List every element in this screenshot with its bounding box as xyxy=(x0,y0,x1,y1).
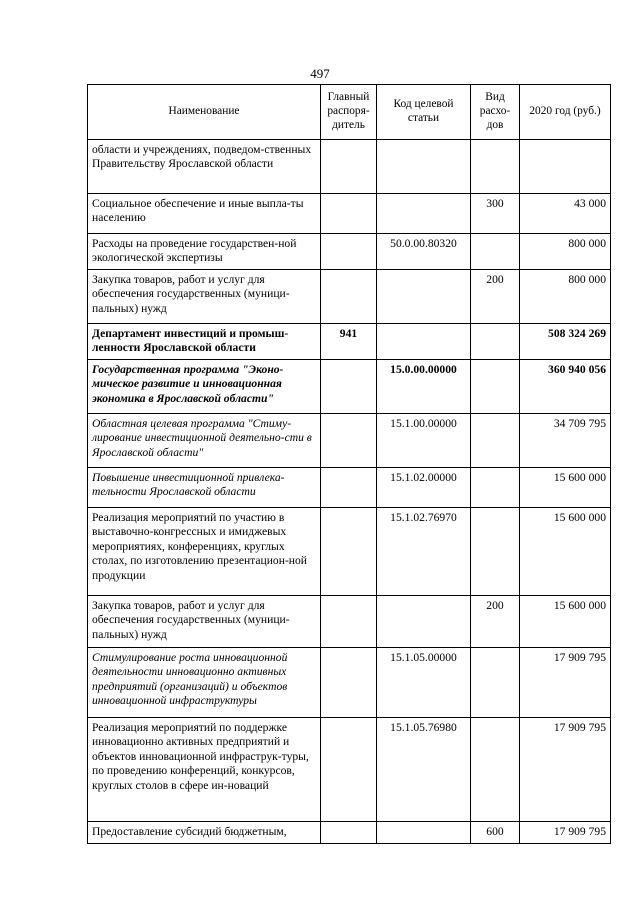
table-row xyxy=(88,648,611,718)
page-number: 497 xyxy=(310,66,330,81)
cell-code: 50.0.00.80320 xyxy=(377,234,471,270)
table-row xyxy=(88,234,611,270)
cell-kind xyxy=(471,718,520,822)
table-row xyxy=(88,324,611,360)
cell-kind xyxy=(471,324,520,360)
table-row xyxy=(88,194,611,234)
cell-code: 15.1.00.00000 xyxy=(377,414,471,468)
table-row xyxy=(88,270,611,324)
header-admin: Главный распоря-дитель xyxy=(321,85,377,140)
table-body xyxy=(88,140,611,844)
header-amount: 2020 год (руб.) xyxy=(520,85,611,140)
cell-name: Департамент инвестиций и промыш-ленности Ярославской области xyxy=(88,324,321,360)
cell-kind: 200 xyxy=(471,596,520,648)
cell-admin xyxy=(321,360,377,414)
cell-admin xyxy=(321,414,377,468)
cell-amount xyxy=(520,140,611,194)
cell-admin xyxy=(321,468,377,508)
table-row xyxy=(88,414,611,468)
cell-kind xyxy=(471,234,520,270)
cell-kind: 200 xyxy=(471,270,520,324)
cell-kind xyxy=(471,468,520,508)
table-row xyxy=(88,596,611,648)
cell-name: Государственная программа "Эконо-мическое развитие и инновационная экономика в Ярославской области" xyxy=(88,360,321,414)
cell-kind xyxy=(471,508,520,596)
cell-amount: 800 000 xyxy=(520,270,611,324)
cell-admin xyxy=(321,140,377,194)
table-row xyxy=(88,360,611,414)
cell-code xyxy=(377,324,471,360)
cell-amount: 15 600 000 xyxy=(520,468,611,508)
cell-amount: 800 000 xyxy=(520,234,611,270)
table-row xyxy=(88,140,611,194)
cell-name: Стимулирование роста инновационной деятельности инновационно активных предприятий (организаций) и объектов инновационной инфраструктуры xyxy=(88,648,321,718)
cell-amount: 17 909 795 xyxy=(520,718,611,822)
cell-kind xyxy=(471,414,520,468)
cell-kind: 600 xyxy=(471,822,520,844)
cell-code xyxy=(377,596,471,648)
cell-name: Закупка товаров, работ и услуг для обеспечения государственных (муници-пальных) нужд xyxy=(88,270,321,324)
cell-amount: 15 600 000 xyxy=(520,508,611,596)
cell-amount: 508 324 269 xyxy=(520,324,611,360)
table-row xyxy=(88,822,611,844)
cell-name: Повышение инвестиционной привлека-тельности Ярославской области xyxy=(88,468,321,508)
cell-code: 15.1.05.76980 xyxy=(377,718,471,822)
cell-amount: 17 909 795 xyxy=(520,648,611,718)
cell-code xyxy=(377,822,471,844)
cell-amount: 17 909 795 xyxy=(520,822,611,844)
cell-admin xyxy=(321,508,377,596)
cell-name: Расходы на проведение государствен-ной экологической экспертизы xyxy=(88,234,321,270)
cell-admin xyxy=(321,270,377,324)
cell-admin xyxy=(321,718,377,822)
table-row xyxy=(88,718,611,822)
cell-kind: 300 xyxy=(471,194,520,234)
cell-name: Закупка товаров, работ и услуг для обеспечения государственных (муници-пальных) нужд xyxy=(88,596,321,648)
cell-kind xyxy=(471,360,520,414)
cell-admin xyxy=(321,648,377,718)
cell-code: 15.1.02.00000 xyxy=(377,468,471,508)
cell-code: 15.1.02.76970 xyxy=(377,508,471,596)
cell-code xyxy=(377,140,471,194)
cell-name: Реализация мероприятий по участию в выставочно-конгрессных и имиджевых мероприятиях, конференциях, круглых столах, по изготовлению презентацион-ной продукции xyxy=(88,508,321,596)
cell-admin xyxy=(321,822,377,844)
header-name: Наименование xyxy=(88,85,321,140)
cell-name: Социальное обеспечение и иные выпла-ты населению xyxy=(88,194,321,234)
cell-kind xyxy=(471,140,520,194)
cell-amount: 34 709 795 xyxy=(520,414,611,468)
header-code: Код целевой статьи xyxy=(377,85,471,140)
header-kind: Вид расхо-дов xyxy=(471,85,520,140)
cell-name: Областная целевая программа "Стиму-лирование инвестиционной деятельно-сти в Ярославской области" xyxy=(88,414,321,468)
budget-table xyxy=(87,84,611,844)
table-header-row xyxy=(88,85,611,140)
table-row xyxy=(88,468,611,508)
cell-code: 15.1.05.00000 xyxy=(377,648,471,718)
cell-amount: 15 600 000 xyxy=(520,596,611,648)
cell-admin xyxy=(321,234,377,270)
table-row xyxy=(88,508,611,596)
cell-code xyxy=(377,194,471,234)
cell-amount: 360 940 056 xyxy=(520,360,611,414)
cell-code xyxy=(377,270,471,324)
cell-code: 15.0.00.00000 xyxy=(377,360,471,414)
cell-name: области и учреждениях, подведом-ственных Правительству Ярославской области xyxy=(88,140,321,194)
cell-kind xyxy=(471,648,520,718)
cell-name: Реализация мероприятий по поддержке инновационно активных предприятий и объектов инновационной инфраструк-туры, по проведению конференций, конкурсов, круглых столов в сфере ин-новаций xyxy=(88,718,321,822)
cell-admin xyxy=(321,596,377,648)
cell-admin xyxy=(321,194,377,234)
cell-amount: 43 000 xyxy=(520,194,611,234)
cell-name: Предоставление субсидий бюджетным, xyxy=(88,822,321,844)
cell-admin: 941 xyxy=(321,324,377,360)
